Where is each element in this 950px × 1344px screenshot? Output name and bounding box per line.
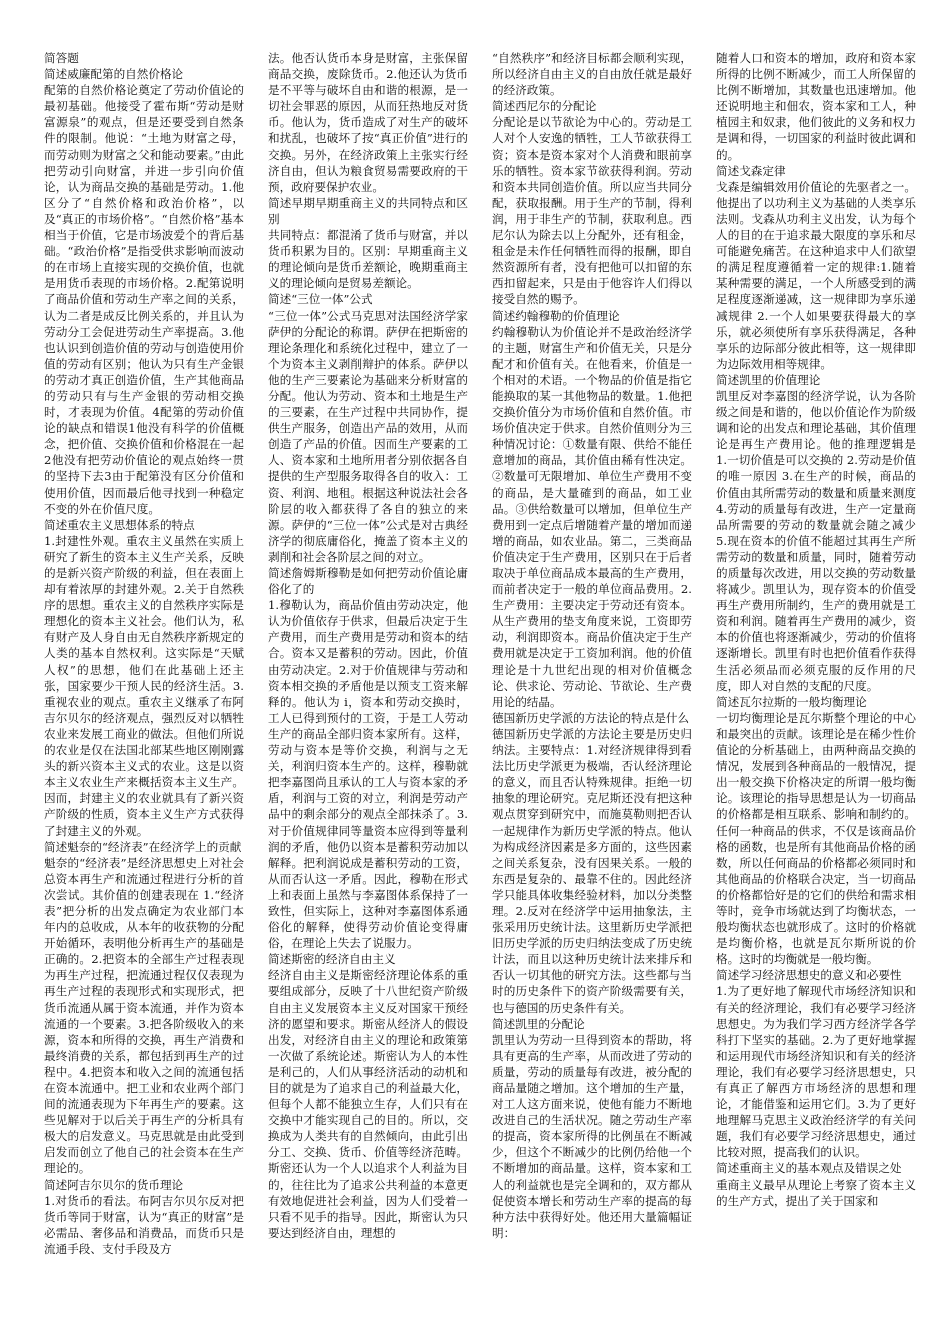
question-heading: 简述斯密的经济自由主义: [268, 952, 396, 967]
question-heading: 简述西尼尔的分配论: [492, 99, 597, 114]
question-heading: 简述重农主义思想体系的特点: [44, 517, 195, 532]
question-heading: 简述威廉配第的自然价格论: [44, 67, 184, 82]
question-heading: 简述戈森定律: [716, 163, 786, 178]
question-heading: 简述“三位一体”公式: [268, 292, 373, 307]
answer-paragraph: 配第的自然价格论奠定了劳动价值论的最初基础。他接受了霍布斯“劳动是财富源泉”的观点，但是还要受到自然条件的限制。他说：“土地为财富之母，而劳动则为财富之父和能动要素。”由此把劳动引向财富，并进一步引向价值论，认为商品交换的基础是劳动。1.他区分了“自然价格和政治价格”，以及“真正的市场价格”。“自然价格”基本相当于价值，它是市场波爱个的背后基础。“政治价格”是指受供求影响而波动的在市场上直接实现的交换价值，也就是用货币表现的市场价格。2.配第说明了商品价值和劳动生产率之间的关系，认为二者是成反比例关系的，并且认为劳动分工会促进劳动生产率提高。3.他也认识到创造价值的劳动与创造使用价值的劳动有区别；他认为只有生产金银的劳动才真正创造价值，生产其他商品的劳动只有与生产金银的劳动相交换时，才表现为价值。4配第的劳动价值论的缺点和错误1他没有科学的价值概念，把价值、交换价值和价格混在一起2他没有把劳动价值论的观点始终一贯的坚持下去3由于配第没有区分价值和使用价值，因而最后他寻找到一种稳定不变的外在价值尺度。: [44, 83, 244, 516]
question-heading: 简述早期早期重商主义的共同特点和区别: [268, 195, 468, 226]
answer-paragraph: 戈森是编辑效用价值论的先驱者之一。他提出了以功利主义为基础的人类享乐法则。戈森从功利主义出发，认为每个人的目的在于追求最大限度的享乐和尽可能避免痛苦。在这种追求中人们欲望的满足程度遵循着一定的规律:1.随着某种需要的满足，一个人所感受到的满足程度逐渐递减，这一规律即为享乐递减规律 2.一个人如果要获得最大的享乐，就必须使所有享乐获得满足，各种享乐的边际部分彼此相等，这一规律即为边际效用相等规律。: [716, 179, 916, 371]
answer-paragraph: 魁奈的“经济表”是经济思想史上对社会总资本再生产和流通过程进行分析的首次尝试。其价值的创建表现在 1.“经济表”把分析的出发点确定为农业部门本年内的总收成，从本年的收获物的分配开始循环，表明他分析再生产的基础是正确的。2.把资本的全部生产过程表现为再生产过程，把流通过程仅仅表现为再生产过程的表现形式和实现形式，把货币流通从属于资本流通，并作为资本流通的一个要素。3.把各阶级收入的来源，资本和所得的交换，再生产消费和最终消费的关系，都包括到再生产的过程中。4.把资本和收入之间的流通包括在资本流通中。把工业和农业两个部门间的流通表现为下年再生产的要素。这些见解对于以后关于再生产的分析具有极大的启发意义。马克思就是由此受到启发而创立了他自己的社会资本在生产理论的。: [44, 855, 244, 1176]
question-heading: 简述学习经济思想史的意义和必要性: [716, 968, 902, 983]
question-heading: 简述凯里的价值理论: [716, 372, 821, 387]
answer-paragraph: 法。他否认货币本身是财富，主张保留商品交换，废除货币。2.他还认为货币是不平等与破坏自由和谐的根源，是一切社会罪恶的原因，从而狂热地反对货币。他认为，货币造成了对生产的破坏和扰乱，也破坏了按“真正价值”进行的交换。另外，在经济政策上主张实行经济自由，但认为粮食贸易需要政府的干预，政府要保护农业。: [268, 51, 468, 194]
text-column-1: [44, 50, 244, 1320]
answer-paragraph: 凯里反对李嘉图的经济学说，认为各阶级之间是和谐的，他以价值论作为阶级调和论的出发点和理论基础，其价值理论是再生产费用论。他的推理逻辑是 1.一切价值是可以交换的 2.劳动是价值的唯一原因 3.在生产的时候，商品的价值由其所需劳动的数量和质量来测度 4.劳动的质量每有改进，生产一定量商品所需要的劳动的数量就会随之减少 5.现在资本的价值不能超过其再生产所需劳动的数量和质量，同时，随着劳动的质量每次改进，用以交换的劳动数量将减少。凯里认为，现存资本的价值受再生产费用所制约，生产的费用就是工资和利润。随着再生产费用的减少，资本的价值也将逐渐减少，劳动的价值将逐渐增长。凯里有时也把价值看作获得生活必须品而必须克服的反作用的尺度，即人对自然的支配的尺度。: [716, 388, 916, 693]
answer-paragraph: 1.为了更好地了解现代市场经济知识和有关的经济理论，我们有必要学习经济思想史。为为我们学习西方经济学各学科打下坚实的基础。2.为了更好地掌握和运用现代市场经济知识和有关的经济理论，我们有必要学习经济思想史，只有真正了解西方市场经济的思想和理论，才能借鉴和运用它们。3.为了更好地理解马克思主义政治经济学的有关问题，我们有必要学习经济思想史，通过比较对照，提高我们的认识。: [716, 984, 916, 1160]
text-column-3: [492, 50, 692, 1320]
answer-paragraph: 共同特点：都混淆了货币与财富，并以货币积累为目的。区别：早期重商主义的理论倾向是货币差额论，晚期重商主义的理论倾向是贸易差额论。: [268, 228, 468, 291]
answer-paragraph: 随着人口和资本的增加，政府和资本家所得的比例不断减少，而工人所保留的比例不断增加，其数量也迅速增加。他还说明地主和佃农，资本家和工人，种植园主和奴隶，他们彼此的义务和权力是调和得，一切国家的利益时彼此调和的。: [716, 51, 916, 162]
answer-paragraph: 一切均衡理论是瓦尔斯整个理论的中心和最突出的贡献。该理论是在稀少性价值论的分析基础上，由两种商品交换的情况，发展到各种商品的一般情况，提出一般交换下价格决定的所谓一般均衡论。该理论的指导思想是认为一切商品的价格都是相互联系、影响和制约的。任何一种商品的供求，不仅是该商品价格的函数，也是所有其他商品价格的函数，所以任何商品的价格都必须同时和其他商品的价格联合决定，当一切商品的价格都恰好是的它们的供给和需求相等时，竞争市场就达到了均衡状态，一般均衡状态也就形成了。这时的价格就是均衡价格，也就是瓦尔斯所说的价格。这时的均衡就是一般均衡。: [716, 710, 916, 967]
answer-paragraph: 分配论是以节欲论为中心的。劳动是工人对个人安逸的牺牲，工人节欲获得工资；资本是资本家对个人消费和眼前享乐的牺牲。资本家节欲获得利润。劳动和资本共同创造价值。所以应当共同分配，获取报酬。用于生产的节制，得利润，用于非生产的节制，获取利息。西尼尔认为除去以上分配外，还有租金，租金是未作任何牺牲而得的报酬，即自然资源所有者，没有把他可以扣留的东西扣留起来，只是由于他容许人们得以接受自然的赐予。: [492, 115, 692, 307]
answer-paragraph: 约翰穆勒认为价值论并不是政治经济学的主题，财富生产和价值无关，只是分配才和价值有关。在他看来，价值是一个相对的术语。一个物品的价值是指它能换取的某一其他物品的数量。1.他把交换价值分为市场价值和自然价值。市场价值决定于供求。自然价值则分为三种情况讨论：①数量有限、供给不能任意增加的商品，其价值由稀有性决定。②数量可无限增加、单位生产费用不变的商品，是大量確到的商品，如工业品。③供给数量可以增加，但单位生产费用到一定点后增随着产量的增加而递增的商品，如农业品。第二，三类商品价值决定于生产费用，区别只在于后者取决于单位商品成本最高的生产费用，而前者决定于一般的单位商品费用。2.生产费用：主要决定于劳动还有资本。从生产费用的垫支角度来说，工资即劳动，利润即资本。商品价值决定于生产费用就是决定于工资加利润。他的价值理论是十九世纪出现的相对价值概念论、供求论、劳动论、节欲论、生产费用论的结晶。: [492, 324, 692, 709]
answer-paragraph: 经济自由主义是斯密经济理论体系的重要组成部分，反映了十八世纪资产阶级自由主义发展资本主义反对国家干预经济的愿望和要求。斯密从经济人的假设出发，对经济自由主义的理论和政策第一次做了系统论述。斯密认为人的本性是利己的，人们从事经济活动的动机和目的就是为了追求自己的利益最大化，但每个人都不能独立生存，人们只有在交换中才能实现自己的目的。所以，交换成为人类共有的自然倾向，由此引出分工、交换、货币、价值等经济范畴。斯密还认为一个人以追求个人利益为目的，往往比为了追求公共利益的本意更有效地促进社会利益，因为人们受着一只看不见手的指导。因此，斯密认为只要达到经济自由，理想的: [268, 968, 468, 1240]
section-heading: 简答题: [44, 51, 79, 65]
question-heading: 简述阿吉尔贝尔的货币理论: [44, 1177, 184, 1192]
answer-paragraph: 德国新历史学派的方法论主要是历史归纳法。主要特点：1.对经济规律得到看法比历史学派更为极端，否认经济理论的意义，而且否认特殊规律。拒绝一切抽象的理论研究。克尼斯还没有把这种观点贯穿到研究中，而施莫勒则把否认一起规律作为新历史学派的特点。他认为构成经济因素是多方面的，这些因素之间关系复杂，没有因果关系。一般的东西是复杂的、最靠不住的。因此经济学只能具体收集经验材料，加以分类整理。2.反对在经济学中运用抽象法，主张采用历史统计法。这里新历史学派把旧历史学派的历史归纳法变成了历史统计法，而且以这种历史统计法来排斥和否认一切其他的研究方法。这些都与当时的历史条件下的资产阶级需要有关，也与德国的历史条件有关。: [492, 726, 692, 1015]
text-column-2: [268, 50, 468, 1320]
answer-paragraph: 1.封建性外观。重农主义虽然在实质上研究了新生的资本主义生产关系，反映的是新兴资产阶级的利益，但在表面上却有着浓厚的封建外观。2.关于自然秩序的思想。重农主义的自然秩序实际是理想化的资本主义社会。他们认为，私有财产及人身自由无自然秩序新规定的人类的基本自然权利。这实际是“天赋人权”的思想，他们在此基础上还主张，国家要少干预人民的经济生活。3.重视农业的观点。重农主义继承了布阿吉尔贝尔的经济观点，强烈反对以牺牲农业来发展工商业的做法。但他们所说的农业是仅在法国北部某些地区刚刚露头的新兴资本主义式的农业。这是以资本主义农业生产来概括资本主义生产。因而，封建主义的农业就具有了新兴资产阶级的性质，资本主义生产方式获得了封建主义的外观。: [44, 533, 244, 838]
answer-paragraph: 重商主义最早从理论上考察了资本主义的生产方式，提出了关于国家和: [716, 1177, 916, 1208]
question-heading: 简述瓦尔拉斯的一般均衡理论: [716, 694, 867, 709]
question-heading: 德国新历史学派的方法论的特点是什么: [492, 710, 690, 725]
question-heading: 简述凯里的分配论: [492, 1016, 585, 1031]
question-heading: 简述约翰穆勒的价值理论: [492, 308, 620, 323]
text-column-4: [716, 50, 916, 1320]
question-heading: 简述魁奈的“经济表”在经济学上的贡献: [44, 839, 242, 854]
answer-paragraph: “三位一体”公式马克思对法国经济学家萨伊的分配论的称谓。萨伊在把斯密的理论条理化和系统化过程中，建立了一个为资本主义剥削辩护的体系。萨伊以他的生产三要素论为基础来分析财富的分配。他认为劳动、资本和土地是生产的三要素，在生产过程中共同协作，提供生产服务，创造出产品的效用，从而创造了产品的价值。因而生产要素的工人、资本家和土地所用者分别依据各自提供的生产型服务取得各自的收入：工资、利润、地租。根据这种说法社会各阶层的收入都获得了各自的独立的来源。萨伊的“三位一体”公式是对古典经济学的彻底庸俗化，掩盖了资本主义的剥削和社会各阶层之间的对立。: [268, 308, 468, 564]
answer-paragraph: 凯里认为劳动一旦得到资本的帮助，将具有更高的生产率，从而改进了劳动的质量，劳动的质量每有改进，被分配的商品量随之增加。这个增加的生产量，对工人这方面来说，使他有能力不断地改进自己的生活状况。随之劳动生产率的提高，资本家所得的比例虽在不断减少，但这个不断减少的比例仍给他一个不断增加的商品量。这样，资本家和工人的利益就也是完全调和的，双方都从促使资本增长和劳动生产率的提高的每种方法中获得好处。他还用大量篇幅证明：: [492, 1032, 692, 1240]
question-heading: 简述詹姆斯穆勒是如何把劳动价值论庸俗化了的: [268, 566, 468, 597]
question-heading: 简述重商主义的基本观点及错误之处: [716, 1161, 902, 1176]
answer-paragraph: “自然秩序”和经济目标都会顺利实现，所以经济自由主义的自由放任就是最好的经济政策。: [492, 51, 692, 98]
answer-paragraph: 1.穆勒认为，商品价值由劳动决定，他认为价值依存于供求，但最后决定于生产费用，而生产费用是劳动和资本的结合。资本又是蓄积的劳动。因此，价值由劳动决定。2.对于价值规律与劳动和资本相交换的矛盾他是以预支工资来解释的。他认为 i，资本和劳动交换时，工人已得到预付的工资，于是工人劳动生产的商品全部归资本家所有。这样，劳动与资本是等价交换，利润与之无关，利润归资本生产的。这样，穆勒就把李嘉图尚且承认的工人与资本家的矛盾，利润与工资的对立，利润是劳动产品中的剩余部分的观点全部抹杀了。3.对于价值规律同等量资本应得到等量利润的矛盾，他仍以资本是蓄积劳动加以解释。把利润说成是蓄积劳动的工资，从而否认这一矛盾。因此，穆勒在形式上和表面上虽然与李嘉图体系保持了一致性，但实际上，这种对李嘉图体系通俗化的解释，使得劳动价值论变得庸俗，在理论上失去了说服力。: [268, 598, 468, 951]
answer-paragraph: 1.对货币的看法。布阿吉尔贝尔反对把货币等同于财富，认为“真正的财富”是必需品、奢侈品和消费品，而货币只是流通手段、支付手段及方: [44, 1193, 244, 1256]
